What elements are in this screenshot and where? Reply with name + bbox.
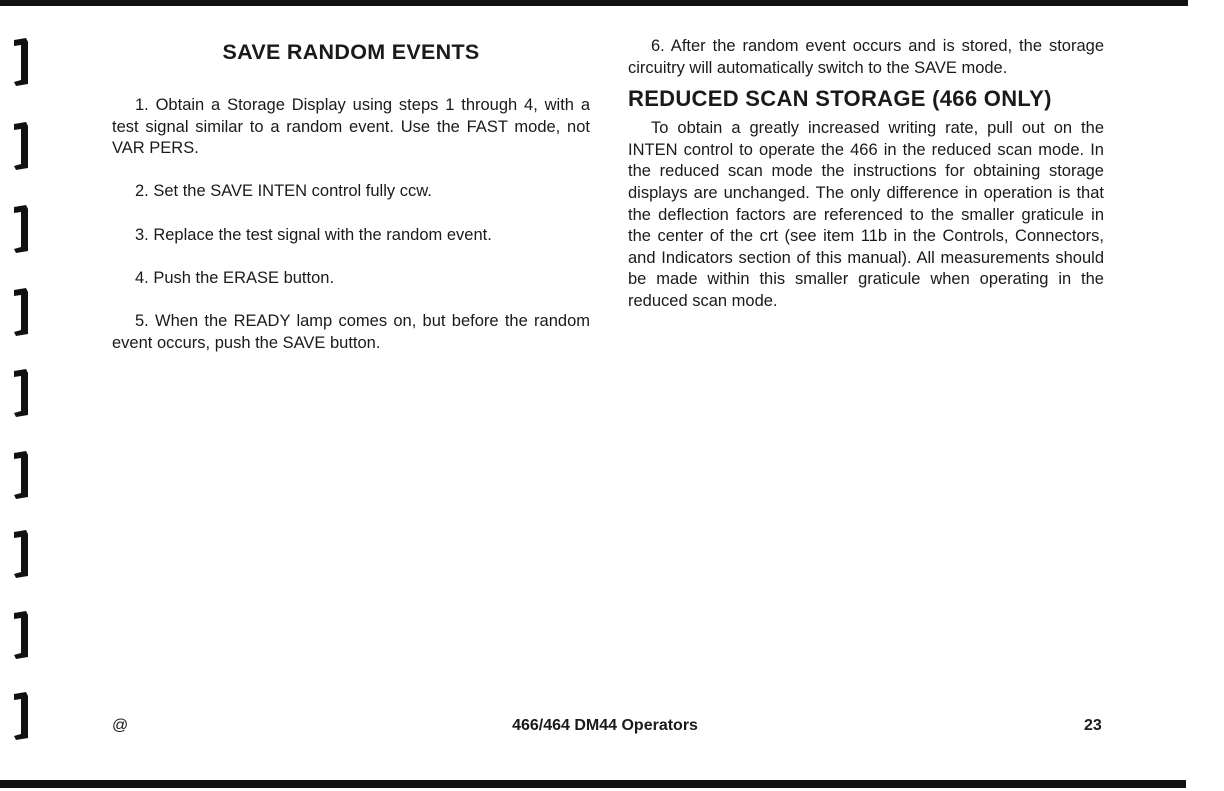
binder-ring-icon bbox=[12, 205, 30, 253]
binder-ring-icon bbox=[12, 611, 30, 659]
section-heading-save-random-events: SAVE RANDOM EVENTS bbox=[222, 40, 480, 64]
step-6: 6. After the random event occurs and is stored, the storage circuitry will automatically switch to the SAVE mode. bbox=[628, 37, 1104, 77]
binder-ring-icon bbox=[12, 369, 30, 417]
step-5: 5. When the READY lamp comes on, but before the random event occurs, push the SAVE button. bbox=[112, 311, 590, 352]
footer-left-mark: @ bbox=[112, 717, 129, 734]
binder-ring-icon bbox=[12, 38, 30, 86]
bottom-rule bbox=[0, 780, 1186, 788]
step-1: 1. Obtain a Storage Display using steps 1 through 4, with a test signal similar to a random event. Use the FAST mode, not VAR PERS. bbox=[112, 96, 590, 158]
binder-ring-icon bbox=[12, 288, 30, 336]
left-column bbox=[112, 36, 590, 354]
reduced-scan-paragraph: To obtain a greatly increased writing rate, pull out on the INTEN control to operate the 466 in the reduced scan mode. In the reduced scan mode the instructions for obtaining storage displays are unchanged. The only difference in operation is that the deflection factors are referenced to the smaller graticule in the center of the crt (see item 11b in the Controls, Connectors, and Indicators section of this manual). All measurements should be made within this smaller graticule when operating in the reduced scan mode. bbox=[628, 119, 1104, 310]
footer-title: 466/464 DM44 Operators bbox=[512, 717, 698, 734]
top-rule bbox=[0, 0, 1188, 6]
step-2: 2. Set the SAVE INTEN control fully ccw. bbox=[135, 182, 432, 201]
step-4: 4. Push the ERASE button. bbox=[135, 268, 335, 287]
page-number: 23 bbox=[1084, 717, 1102, 734]
binder-ring-icon bbox=[12, 122, 30, 170]
right-column bbox=[628, 36, 1104, 313]
binder-ring-icon bbox=[12, 530, 30, 578]
step-3: 3. Replace the test signal with the random event. bbox=[135, 225, 492, 244]
section-heading-reduced-scan-storage: REDUCED SCAN STORAGE (466 ONLY) bbox=[628, 86, 1052, 112]
binder-ring-icon bbox=[12, 451, 30, 499]
